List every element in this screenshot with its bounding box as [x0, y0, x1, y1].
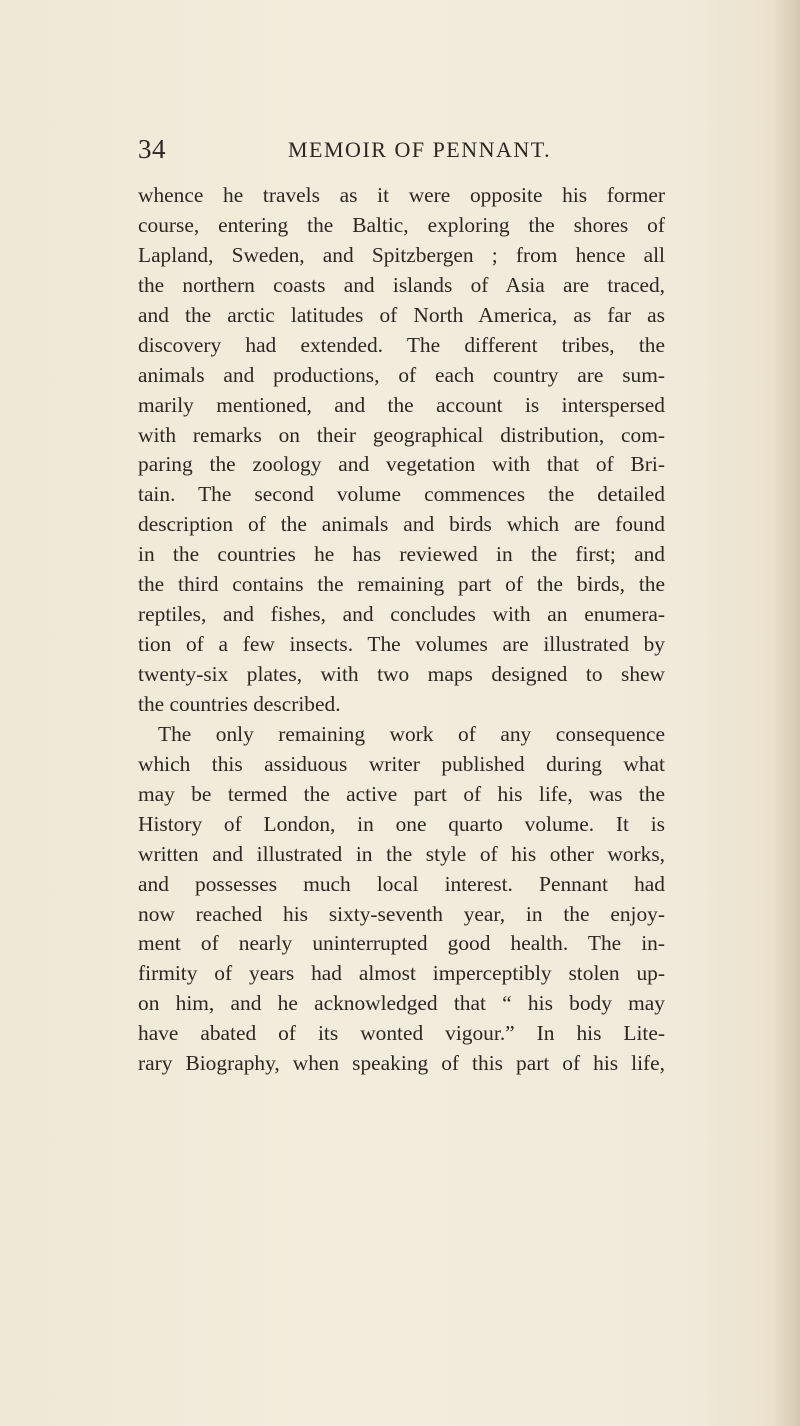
text-line: description of the animals and birds which are found — [138, 512, 665, 537]
text-line: rary Biography, when speaking of this part of his life, — [138, 1051, 665, 1076]
text-line: reptiles, and fishes, and concludes with an enumera- — [138, 602, 665, 627]
text-line: firmity of years had almost imperceptibly stolen up- — [138, 961, 665, 986]
page-number: 34 — [138, 134, 166, 164]
text-line: written and illustrated in the style of his other works, — [138, 841, 665, 866]
text-line: now reached his sixty-seventh year, in the enjoy- — [138, 901, 665, 926]
text-line: have abated of its wonted vigour.” In his Lite- — [138, 1021, 665, 1046]
text-line: marily mentioned, and the account is interspersed — [138, 392, 665, 417]
paragraph-end-line: the countries described. — [138, 691, 341, 716]
text-line: whence he travels as it were opposite his former — [138, 183, 665, 207]
running-head: MEMOIR OF PENNANT. — [288, 137, 552, 162]
text-line: with remarks on their geographical distribution, com- — [138, 422, 665, 447]
text-line: course, entering the Baltic, exploring the shores of — [138, 212, 665, 237]
text-line: in the countries he has reviewed in the first; and — [138, 542, 665, 567]
text-line: animals and productions, of each country are sum- — [138, 362, 665, 387]
text-line: tion of a few insects. The volumes are illustrated by — [138, 632, 665, 657]
paragraph-start-line: The only remaining work of any consequence — [158, 721, 665, 746]
text-line: ment of nearly uninterrupted good health. The in- — [138, 931, 665, 956]
text-line: discovery had extended. The different tribes, the — [138, 332, 665, 357]
page-header — [138, 132, 658, 166]
text-line: the northern coasts and islands of Asia are traced, — [138, 272, 665, 297]
text-line: twenty-six plates, with two maps designed to shew — [138, 662, 665, 686]
text-line: Lapland, Sweden, and Spitzbergen ; from hence all — [138, 242, 665, 267]
text-line: the third contains the remaining part of the birds, the — [138, 572, 665, 597]
text-line: and the arctic latitudes of North America, as far as — [138, 302, 665, 327]
text-line: and possesses much local interest. Pennant had — [138, 871, 665, 896]
text-line: on him, and he acknowledged that “ his body may — [138, 991, 665, 1016]
text-line: paring the zoology and vegetation with that of Bri- — [138, 452, 665, 477]
page-edge-shadow — [770, 0, 800, 1426]
text-line: History of London, in one quarto volume. It is — [138, 811, 665, 836]
text-line: which this assiduous writer published during what — [138, 751, 665, 776]
text-line: may be termed the active part of his life, was the — [138, 781, 665, 806]
text-line: tain. The second volume commences the detailed — [138, 482, 665, 507]
body-text — [138, 181, 665, 1079]
